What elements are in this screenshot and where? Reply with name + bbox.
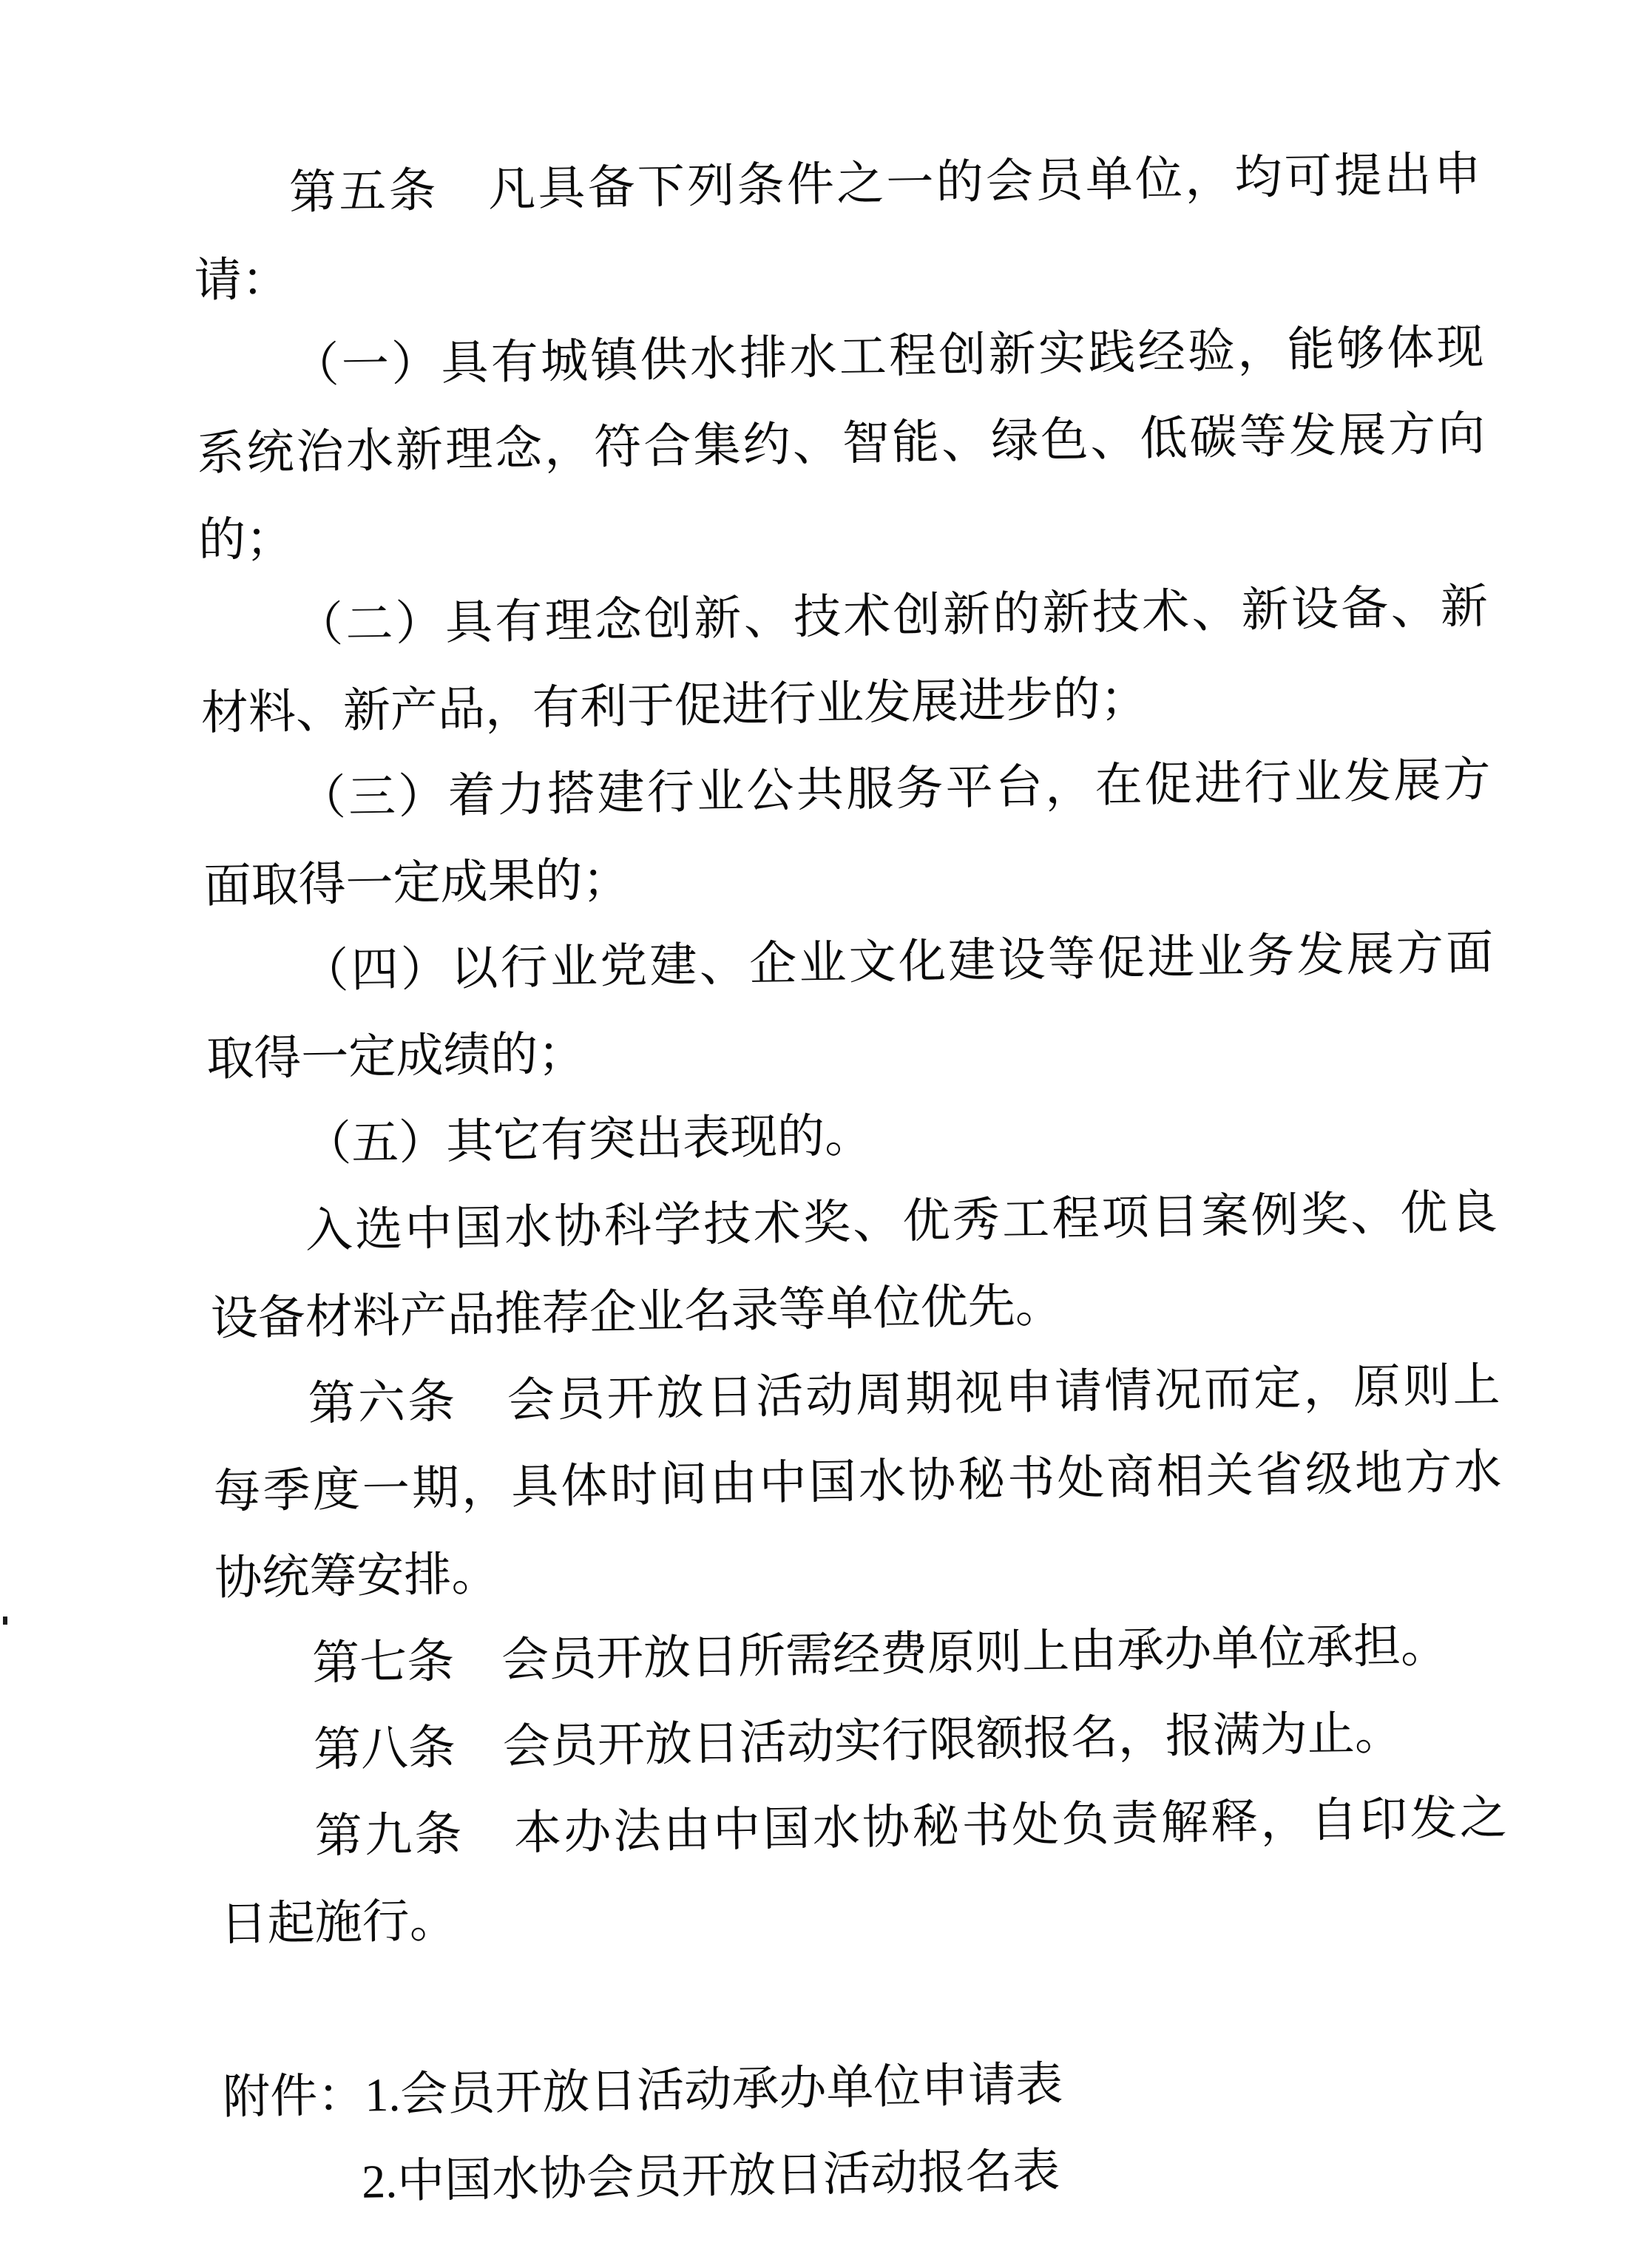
text-line: 附件：1.会员开放日活动承办单位申请表 (222, 2057, 1063, 2124)
text-line: 第九条 本办法由中国水协秘书处负责解释，自印发之 (314, 1791, 1508, 1863)
text-line: 每季度一期，具体时间由中国水协秘书处商相关省级地方水 (212, 1445, 1502, 1518)
text-line: 入选中国水协科学技术奖、优秀工程项目案例奖、优良 (305, 1185, 1498, 1257)
text-line: 协统筹安排。 (214, 1547, 499, 1605)
text-line: 设备材料产品推荐企业名录等单位优先。 (210, 1279, 1063, 1345)
text-line: 第五条 凡具备下列条件之一的会员单位，均可提出申 (288, 147, 1482, 219)
text-line: 请： (194, 252, 290, 307)
scan-artifact-speck (3, 1617, 7, 1625)
text-line: 系统治水新理念，符合集约、智能、绿色、低碳等发展方向 (196, 407, 1486, 480)
text-line: 取得一定成绩的； (206, 1026, 586, 1086)
text-line: （三）着力搭建行业公共服务平台，在促进行业发展方 (298, 753, 1492, 825)
text-line: （四）以行业党建、企业文化建设等促进业务发展方面 (300, 926, 1494, 998)
text-line: 的； (197, 512, 294, 566)
text-line: 第七条 会员开放日所需经费原则上由承办单位承担。 (311, 1619, 1449, 1690)
text-line: （五）其它有突出表现的。 (303, 1108, 873, 1171)
text-line: （一）具有城镇供水排水工程创新实践经验，能够体现 (291, 320, 1484, 392)
text-line: 材料、新产品，有利于促进行业发展进步的； (200, 671, 1148, 739)
text-line: 第六条 会员开放日活动周期视申请情况而定，原则上 (308, 1358, 1500, 1430)
text-line: 面取得一定成果的； (203, 853, 631, 913)
text-line: 第八条 会员开放日活动实行限额报名，报满为止。 (313, 1706, 1403, 1776)
text-block (192, 131, 1513, 2227)
text-line: 2.中国水协会员开放日活动报名表 (361, 2144, 1060, 2208)
text-line: （二）具有理念创新、技术创新的新技术、新设备、新 (295, 580, 1489, 651)
text-line: 日起施行。 (220, 1894, 458, 1951)
